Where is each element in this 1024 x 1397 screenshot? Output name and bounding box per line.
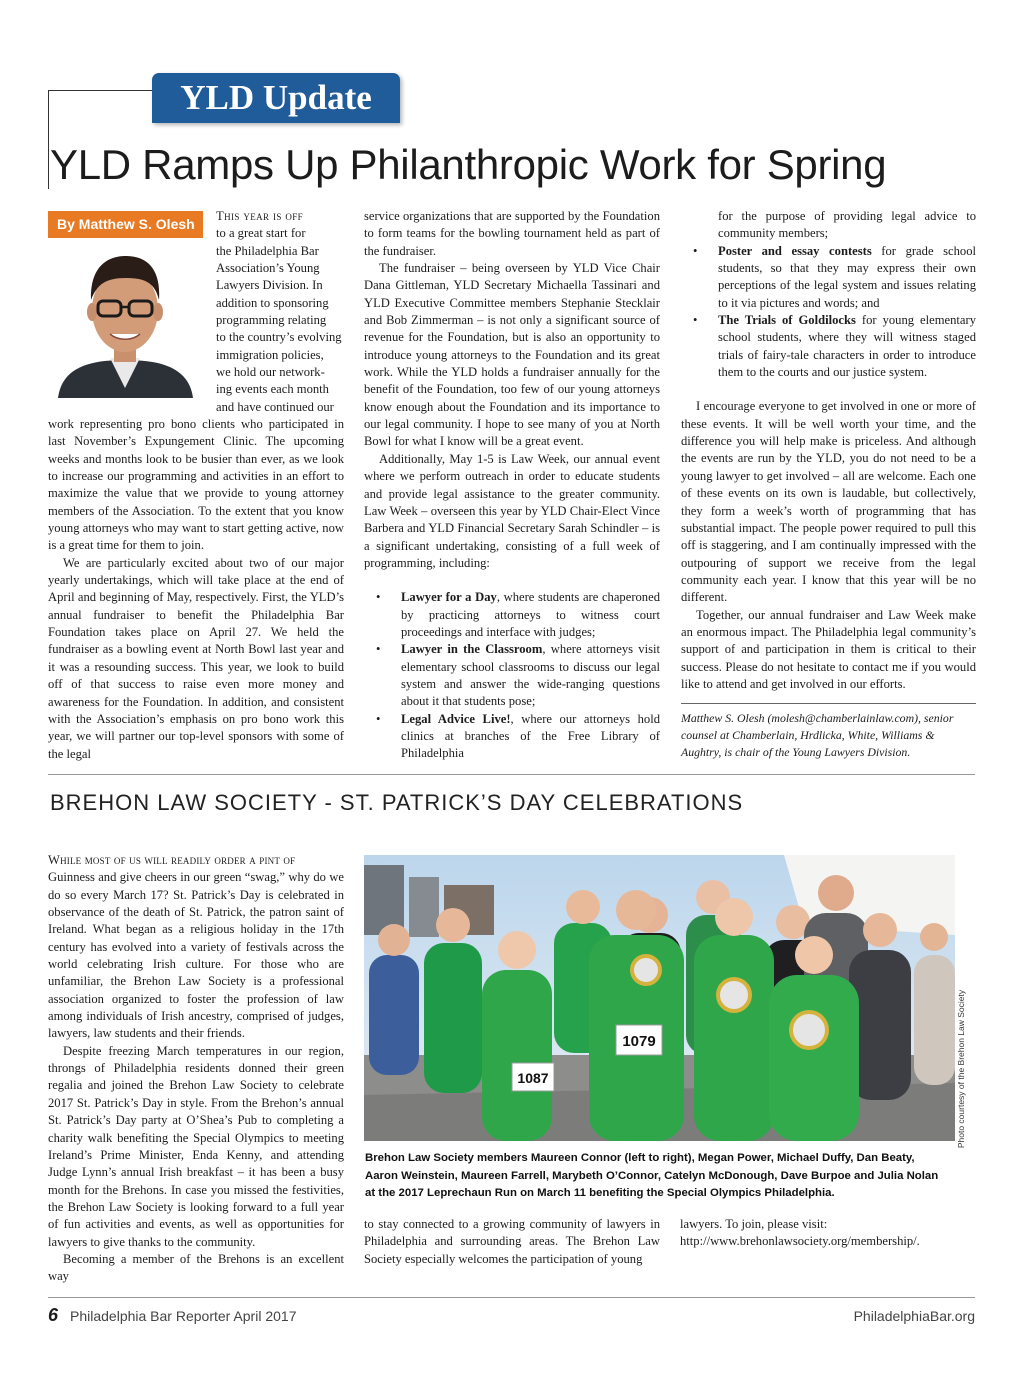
wrap-line: ing events each month [216, 382, 329, 397]
wrap-line: Lawyers Division. In [216, 278, 323, 293]
list-item-text: for grade school students, so that they may express their own perceptions of the legal system and issues relating to it via pictures and words; and [718, 243, 976, 310]
paragraph: for the purpose of providing legal advice to community members; [718, 209, 976, 241]
article1-col2 [364, 208, 660, 763]
wrap-line: immigration policies, [216, 347, 324, 362]
wrap-line: Association’s Young [216, 261, 320, 276]
page-number: 6 [48, 1305, 59, 1325]
author-bio: Matthew S. Olesh (molesh@chamberlainlaw.com), senior counsel at Chamberlain, Hrdlicka, White, Williams & Aughtry, is chair of the Young Lawyers Division. [681, 711, 954, 760]
paragraph: Becoming a member of the Brehons is an excellent way [48, 1251, 344, 1284]
list-item-text: , where our attorneys hold clinics at branches of the Free Library of Philadelphia [401, 711, 660, 761]
bib-number: 1087 [517, 1070, 549, 1086]
wrap-line: programming relating [216, 313, 327, 328]
paragraph: Together, our annual fundraiser and Law Week make an enormous impact. The Philadelphia legal community’s support of and participation in them is critical to their success. Please do not hesitate to contact me if you would like to attend and get involved in our efforts. [681, 607, 976, 691]
list-item [364, 641, 660, 710]
publication-name: Philadelphia Bar Reporter April 2017 [70, 1308, 297, 1324]
wrap-line: we hold our network- [216, 365, 325, 380]
article2-col1 [48, 852, 344, 1286]
wrap-line: to the country’s evolving [216, 330, 342, 345]
paragraph: lawyers. To join, please visit: http://www.brehonlawsociety.org/membership/. [680, 1217, 920, 1249]
list-item-text: for young elementary school students, where they will witness staged trials of fairy-tale characters in order to introduce them to the courts and our justice system. [718, 313, 976, 380]
section-divider [48, 774, 975, 775]
paragraph: Guinness and give cheers in our green “swag,” why do we do so every March 17? St. Patrick’s Day is celebrated in observance of the death of St. Patrick, the patron saint of Ireland. What began as a religious holiday in the 17th century has evolved into a variety of festivals across the world celebrating Irish culture. For those who are unfamiliar, the Brehon Law Society is a professional association organized to foster the profession of law among individuals of Irish ancestry, comprised of judges, lawyers, law students and their friends. [48, 870, 344, 1041]
article1-col3 [681, 208, 976, 761]
list-item-text: , where students are chaperoned by practicing attorneys to witness court proceedings and interface with judges; [401, 590, 660, 639]
lead-smallcaps: This year is off [216, 209, 304, 223]
lead-smallcaps: While most of us will readily order a pint of [48, 853, 296, 867]
page-title: YLD Ramps Up Philanthropic Work for Spring [50, 141, 887, 188]
paragraph: We are particularly excited about two of our major yearly undertakings, which will take place at the end of April and beginning of May, respectively. First, the YLD’s annual fundraiser to benefit the Philadelphia Bar Foundation takes place on April 27. We held the fundraiser as a bowling event at North Bowl last year and it was a resounding success. This year, we look to build off of that success to raise even more money and awareness for the Foundation. In addition, and consistent with the Association’s emphasis on pro bono work this year, we will partner our top-level sponsors with some of the legal [48, 555, 344, 761]
paragraph: to stay connected to a growing community of lawyers in Philadelphia and surrounding areas. The Brehon Law Society especially welcomes the participation of young [364, 1217, 660, 1266]
list-item [681, 243, 976, 312]
section-tab-label: YLD Update [180, 78, 372, 117]
list-item-text: , where attorneys visit elementary school classrooms to discuss our legal system and answer the wide-ranging questions about it that students pose; [401, 642, 661, 709]
wrap-line: the Philadelphia Bar [216, 243, 319, 258]
events-list [681, 243, 976, 382]
bib-number: 1079 [622, 1033, 656, 1050]
photo-caption: Brehon Law Society members Maureen Connor (left to right), Megan Power, Michael Duffy, Dan Beaty, Aaron Weinstein, Maureen Farrell, Marybeth O’Connor, Catelyn McDonough, Dave Burpoe and Julia Nolan at the 2017 Leprechaun Run on March 11 benefiting the Special Olympics Philadelphia. [365, 1152, 939, 1199]
photo-credit-text: Photo courtesy of the Brehon Law Society [956, 989, 966, 1149]
paragraph: work representing pro bono clients who participated in last November’s Expungement Clinic. The upcoming weeks and months look to be busier than ever, as we look to increase our programming and activities in an effort to maximize the value that we provide to young attorney members of the Association. To the extent that you know young attorneys who may want to start getting active, now is a great time for them to join. [48, 417, 344, 553]
footer-divider [48, 1297, 975, 1298]
article2-col2 [364, 1216, 660, 1268]
website: PhiladelphiaBar.org [853, 1308, 975, 1324]
wrap-line: and have continued our [216, 399, 334, 414]
article2-col3 [680, 1216, 976, 1251]
list-item [364, 711, 660, 763]
article1-lead [216, 208, 346, 225]
list-item [364, 589, 660, 641]
photo-credit [953, 989, 969, 1149]
article1-col1-body [48, 416, 344, 763]
paragraph: Additionally, May 1-5 is Law Week, our annual event where we perform outreach in order to educate students and provide legal assistance to the greater community. Law Week – overseen this year by YLD Chair-Elect Vince Barbera and YLD Financial Secretary Sarah Schindler – is a significant undertaking, consisting of a full week of programming, including: [364, 451, 660, 570]
article2-lead [48, 852, 344, 869]
list-item-title: Lawyer in the Classroom [401, 642, 543, 657]
wrap-line: addition to sponsoring [216, 295, 329, 310]
author-photo [48, 238, 203, 398]
paragraph: service organizations that are supported by the Foundation to form teams for the bowling tournament held as part of the fundraiser. [364, 209, 660, 258]
byline: By Matthew S. Olesh [48, 211, 203, 238]
group-photo [364, 855, 955, 1141]
paragraph: Despite freezing March temperatures in our region, throngs of Philadelphia residents donned their green regalia and joined the Brehon Law Society to celebrate 2017 St. Patrick’s Day in style. From the Brehon’s annual St. Patrick’s Day party at O’Shea’s Pub to completing a charity walk benefiting the Special Olympics to meeting Ireland’s Prime Minister, Enda Kenny, and attending Judge Lynn’s annual Irish breakfast – it has been a busy month for the Brehons. In case you missed the festivities, the Brehon Law Society is looking forward to a full year of fun activities and events, as well as opportunities for lawyers to give thanks to the community. [48, 1043, 344, 1249]
law-week-list [364, 589, 660, 762]
section-tab [152, 73, 400, 123]
article1-col1-wrap [216, 208, 346, 416]
section-title: BREHON LAW SOCIETY - ST. PATRICK’S DAY CELEBRATIONS [50, 790, 744, 815]
list-item-title: Poster and essay contests [718, 243, 872, 258]
wrap-line: to a great start for [216, 226, 306, 241]
paragraph: I encourage everyone to get involved in one or more of these events. It will be well worth your time, and the difference you will help make is priceless. And although the events are run by the YLD, you do not need to be a young lawyer to get involved – all are welcome. Each one of these events on its own is laudable, but collectively, they form a week’s worth of programming that has substantial impact. The people power required to pull this off is staggering, and I am continually impressed with the outpouring of support we receive from the legal community each year. I know that this year will be no different. [681, 399, 976, 605]
list-item [681, 312, 976, 381]
list-item-title: Lawyer for a Day [401, 590, 497, 605]
list-item-title: The Trials of Goldilocks [718, 313, 856, 328]
list-item-title: Legal Advice Live! [401, 711, 511, 726]
paragraph: The fundraiser – being overseen by YLD Vice Chair Dana Gittleman, YLD Secretary Michaella Tassinari and YLD Executive Committee members Stephanie Stecklair and Bob Zimmerman – is not only a significant source of revenue for the Foundation, but is also an opportunity to introduce young attorneys to the Foundation and its great work. While the YLD holds a fundraiser annually for the benefit of the Foundation, too few of our young attorneys know enough about the Foundation and its importance to our legal community. I hope to see many of you at North Bowl for what I know will be a great event. [364, 261, 660, 449]
